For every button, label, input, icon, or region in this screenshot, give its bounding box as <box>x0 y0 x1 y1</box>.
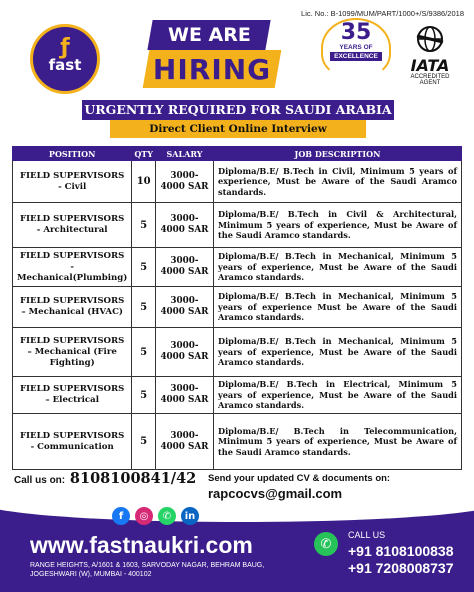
salary-cell: 3000-4000 SAR <box>155 161 213 203</box>
salary-cell: 3000-4000 SAR <box>155 414 213 470</box>
footer-wave <box>0 508 474 522</box>
badge-excellence: EXCELLENCE <box>330 52 382 61</box>
linkedin-icon[interactable]: in <box>181 507 199 525</box>
instagram-icon[interactable]: ◎ <box>135 507 153 525</box>
position-cell: FIELD SUPERVISORS - Mechanical(Plumbing) <box>13 248 132 287</box>
position-cell: FIELD SUPERVISORS - Civil <box>13 161 132 203</box>
facebook-icon[interactable]: f <box>112 507 130 525</box>
table-row <box>13 287 462 328</box>
globe-icon <box>415 24 445 54</box>
description-cell: Diploma/B.E/ B.Tech in Mechanical, Minimum 5 years of experience, Must be Aware of the Saudi Aramco standards. <box>213 248 461 287</box>
hiring-text: HIRING <box>152 52 272 86</box>
call-us <box>14 470 196 487</box>
iata-logo <box>400 24 460 86</box>
qty-cell: 5 <box>132 287 156 328</box>
job-table <box>12 146 462 470</box>
website-link[interactable]: www.fastnaukri.com <box>30 532 253 558</box>
call-number[interactable]: 8108100841/42 <box>69 470 197 487</box>
description-cell: Diploma/B.E/ B.Tech in Mechanical, Minimum 5 years of experience Must be Aware of the Saudi Aramco standards. <box>213 287 461 328</box>
hiring-banner <box>143 50 282 88</box>
position-cell: FIELD SUPERVISORS – Electrical <box>13 377 132 414</box>
qty-cell: 5 <box>132 328 156 377</box>
table-row <box>13 414 462 470</box>
logo-text: fast <box>48 56 82 74</box>
header-qty: QTY <box>132 147 156 161</box>
qty-cell: 10 <box>132 161 156 203</box>
we-are-banner <box>147 20 270 50</box>
description-cell: Diploma/B.E/ B.Tech in Civil & Architectural, Minimum 5 years of experience, Must be Aware of the Saudi Aramco standards. <box>213 203 461 248</box>
salary-cell: 3000-4000 SAR <box>155 377 213 414</box>
running-figure-icon: ƒ <box>60 35 70 60</box>
description-cell: Diploma/B.E/ B.Tech in Mechanical, Minimum 5 years of experience, Must be Aware of the Saudi Aramco standards. <box>213 328 461 377</box>
license-number: Lic. No.: B-1099/MUM/PART/1000+/S/9386/2018 <box>301 9 464 18</box>
we-are-text: WE ARE <box>167 24 251 46</box>
email-link[interactable]: rapcocvs@gmail.com <box>208 486 343 501</box>
salary-cell: 3000-4000 SAR <box>155 328 213 377</box>
position-cell: FIELD SUPERVISORS – Mechanical (Fire Fighting) <box>13 328 132 377</box>
iata-sub: ACCREDITED AGENT <box>410 74 450 86</box>
footer-call-us: CALL US <box>348 530 386 540</box>
table-header-row <box>13 147 462 161</box>
qty-cell: 5 <box>132 248 156 287</box>
send-cv-text: Send your updated CV & documents on: <box>208 473 391 484</box>
header-description: JOB DESCRIPTION <box>213 147 461 161</box>
excellence-badge <box>325 22 387 74</box>
table-row <box>13 203 462 248</box>
qty-cell: 5 <box>132 414 156 470</box>
position-cell: FIELD SUPERVISORS - Architectural <box>13 203 132 248</box>
fast-logo <box>30 24 100 94</box>
header-position: POSITION <box>13 147 132 161</box>
footer-phone-2[interactable]: +91 7208008737 <box>348 560 454 576</box>
urgent-banner: URGENTLY REQUIRED FOR SAUDI ARABIA <box>82 100 394 120</box>
description-cell: Diploma/B.E/ B.Tech in Electrical, Minimum 5 years of experience, Must be Aware of the Saudi Aramco standards. <box>213 377 461 414</box>
badge-ring <box>321 18 391 78</box>
salary-cell: 3000-4000 SAR <box>155 248 213 287</box>
table-row <box>13 248 462 287</box>
phone-icon: ✆ <box>314 532 338 556</box>
call-label: Call us on: <box>14 475 66 486</box>
header-salary: SALARY <box>155 147 213 161</box>
position-cell: FIELD SUPERVISORS – Mechanical (HVAC) <box>13 287 132 328</box>
whatsapp-icon[interactable]: ✆ <box>158 507 176 525</box>
table-row <box>13 328 462 377</box>
salary-cell: 3000-4000 SAR <box>155 203 213 248</box>
description-cell: Diploma/B.E/ B.Tech in Civil, Minimum 5 years of experience, Must be Aware of the Saudi Aramco standards. <box>213 161 461 203</box>
badge-years: YEARS OF <box>339 44 373 51</box>
table-row <box>13 161 462 203</box>
footer-phone-1[interactable]: +91 8108100838 <box>348 543 454 559</box>
social-icons <box>112 507 199 525</box>
qty-cell: 5 <box>132 377 156 414</box>
table-row <box>13 377 462 414</box>
qty-cell: 5 <box>132 203 156 248</box>
address: RANGE HEIGHTS, A/1601 & 1603, SARVODAY NAGAR, BEHRAM BAUG, JOGESHWARI (W), MUMBAI - 400102 <box>30 562 265 578</box>
direct-interview-banner: Direct Client Online Interview <box>110 120 366 138</box>
iata-name: IATA <box>410 56 450 75</box>
position-cell: FIELD SUPERVISORS - Communication <box>13 414 132 470</box>
description-cell: Diploma/B.E/ B.Tech in Telecommunication, Minimum 5 years of experience, Must be Aware of the Saudi Aramco standards. <box>213 414 461 470</box>
salary-cell: 3000-4000 SAR <box>155 287 213 328</box>
badge-number: 35 <box>340 20 372 45</box>
